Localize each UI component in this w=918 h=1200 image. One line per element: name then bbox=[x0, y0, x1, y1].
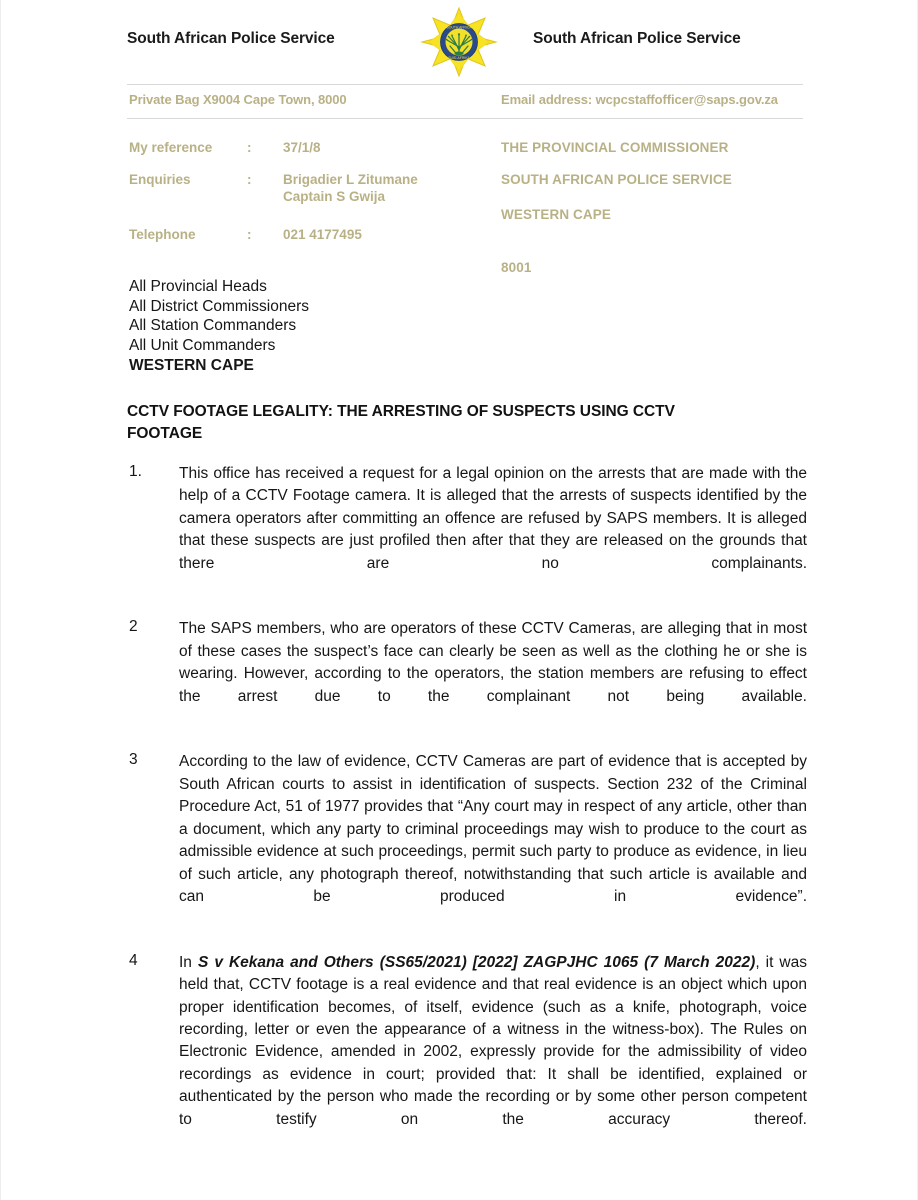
postal-address: Private Bag X9004 Cape Town, 8000 bbox=[129, 92, 347, 107]
recipient-item: All Provincial Heads bbox=[129, 278, 267, 295]
saps-crest-icon bbox=[419, 6, 499, 78]
paragraph-text-after: , it was held that, CCTV footage is a real evidence and that real evidence is an object which upon proper identification becomes, of itself, evidence (such as a knife, photograph, voice recording, letter or even the appearance of a witness in the witness-box). The Rules on Electronic Evidence, amended in 2002, expressly provide for the admissibility of video recordings as evidence in court; provided that: It shall be identified, explained or authenticated by the person who made the recording or by some other person competent to testify on the accuracy thereof. bbox=[179, 953, 808, 1128]
paragraph-text bbox=[179, 952, 807, 1154]
addressee-line-3: WESTERN CAPE bbox=[501, 207, 611, 222]
addressee-postal-code: 8001 bbox=[501, 260, 532, 275]
letterhead bbox=[1, 0, 917, 82]
reference-colon: : bbox=[247, 140, 252, 155]
paragraph-number: 1. bbox=[129, 463, 142, 480]
subject-line-2: FOOTAGE bbox=[127, 425, 203, 442]
subject-line-1: CCTV FOOTAGE LEGALITY: THE ARRESTING OF SUSPECTS USING CCTV bbox=[127, 403, 675, 420]
reference-block bbox=[1, 136, 917, 286]
paragraph-text: According to the law of evidence, CCTV Cameras are part of evidence that is accepted by South African courts to assist in identification of suspects. Section 232 of the Criminal Procedure Act, 51 of 1977 provides that “Any court may in respect of any article, other than a document, which any party to criminal proceedings may wish to produce to the court as admissible evidence at such proceedings, permit such party to produce as evidence, in lieu of such article, any photograph thereof, notwithstanding that such article is available and can be produced in evidence”. bbox=[179, 753, 807, 905]
recipient-item: All District Commissioners bbox=[129, 297, 309, 315]
paragraph-text: This office has received a request for a legal opinion on the arrests that are made with the help of a CCTV Footage camera. It is alleged that the arrests of suspects identified by the camera operators after committing an offence are refused by SAPS members. It is alleged that these suspects are just profiled then after that they are released on the grounds that there are no complainants. bbox=[179, 465, 807, 572]
addressee-line-1: THE PROVINCIAL COMMISSIONER bbox=[501, 140, 729, 155]
paragraph-text: The SAPS members, who are operators of these CCTV Cameras, are alleging that in most of these cases the suspect’s face can clearly be seen as well as the clothing he or she is wearing. However, according to the operators, the station members are refusing to effect the arrest due to the complainant not being available. bbox=[179, 620, 807, 705]
reference-value: 021 4177495 bbox=[283, 227, 362, 242]
body-paragraph-list bbox=[1, 463, 917, 1174]
paragraph-number: 3 bbox=[129, 751, 138, 769]
recipient-item: All Station Commanders bbox=[129, 317, 297, 334]
page-title bbox=[127, 401, 809, 445]
letterhead-title-right: South African Police Service bbox=[533, 30, 741, 47]
enquiries-name-2: Captain S Gwija bbox=[283, 189, 386, 204]
case-citation: S v Kekana and Others (SS65/2021) [2022] ZAGPJHC 1065 (7 March 2022) bbox=[197, 953, 756, 971]
paragraph-2 bbox=[1, 618, 917, 730]
svg-text:SOUTH AFRICA: SOUTH AFRICA bbox=[446, 25, 472, 30]
letterhead-title-left: South African Police Service bbox=[127, 30, 335, 47]
letterhead-divider-top bbox=[127, 84, 803, 85]
letterhead-divider-bottom bbox=[127, 118, 803, 119]
reference-value: 37/1/8 bbox=[283, 140, 321, 155]
recipient-region: WESTERN CAPE bbox=[129, 357, 254, 374]
email-address[interactable]: Email address: wcpcstaffofficer@saps.gov.za bbox=[501, 92, 778, 107]
recipient-list bbox=[129, 277, 309, 376]
addressee-line-2: SOUTH AFRICAN POLICE SERVICE bbox=[501, 172, 732, 187]
paragraph-number: 4 bbox=[129, 951, 138, 969]
enquiries-name-1: Brigadier L Zitumane bbox=[283, 172, 418, 187]
address-band bbox=[1, 92, 917, 116]
reference-colon: : bbox=[247, 227, 252, 242]
paragraph-number: 2 bbox=[129, 618, 138, 636]
reference-label: Telephone bbox=[129, 227, 196, 242]
reference-label: My reference bbox=[129, 140, 213, 155]
paragraph-4 bbox=[1, 952, 917, 1154]
reference-label: Enquiries bbox=[129, 172, 191, 187]
svg-text:SUID-AFRIKA: SUID-AFRIKA bbox=[448, 55, 470, 60]
reference-colon: : bbox=[247, 172, 252, 187]
reference-value bbox=[283, 172, 418, 204]
paragraph-3 bbox=[1, 751, 917, 930]
recipient-item: All Unit Commanders bbox=[129, 336, 276, 354]
paragraph-text-before: In bbox=[179, 953, 198, 971]
paragraph-1 bbox=[1, 463, 917, 597]
